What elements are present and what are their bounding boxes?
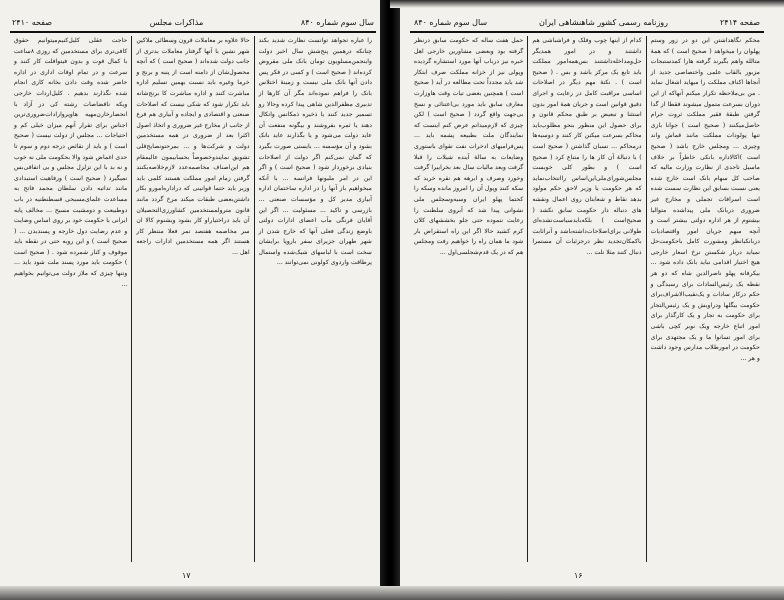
right-column-3 [410, 36, 528, 562]
right-issue-label: سال سوم شماره ۸۴۰ [414, 17, 488, 27]
left-column-2-text: حالا علاوه بر معاملات قرون وسطائی ملاکین شهر نشین با آنها گرفتار معاملات بدتری از جانب دولت شده‌اند ( صحیح است ) که آنچه محصول‌شان از دامنه است از پنبه و برنج و خرما وغیره باید نسبت بهمین تسلیم اداره مباشرت کنند و اداره مباشرت کا برنج‌شانه باید تکرار شود که شکی نیست که اصلاحات صنعتی و اقتصادی و ایجاده و آبیاری هم فرع از جانب از مخارج غیر ضروری و اتخاذ اصول اکثرا بعد از ضروری در همه مستخدمین دولت و شرکت‌ها و ... بمرحتونصایح‌قلی تشویق نمایند‌وخصوصاً‌ بحسابیمون عالیمقام هم این‌اصناف مخاصمه‌عدد لازم‌خلاصه‌بکنند گرفتن زمام امور مملکت هستند کلمی باید وزیر باید حتما قوانینی که دراداره‌امورو بکار داشتن‌بعضی طبقات میکند مرخ گردد مانند قانون مترولمستخدمین کشاورزی‌التحصیلان آن باید دراختیاراو کار بشود ویشنوم کالا ان سر مخاصمه هفتصد تمر فعلا منتظر کار هستند اگر همه مستخدمین ادارات راجعه اهل ... [136, 37, 250, 256]
book-gutter [380, 0, 400, 600]
right-page-title: روزنامه رسمی کشور شاهنشاهی ایران [539, 17, 669, 27]
right-column-2-text: کدام از اینها چوب وفلک و فراشباشی هم داشتند و در امور همدیگر حل‌ومداخله‌داشتنند بس‌همه‌امور مملکت باید تابع یک مرکز باشد و بس . ( صحیح است ) . نکتهٔ مهم دیگر در اصلاحات اساسی مراقبت کامل در رعایت و اجرای دقیق قوانین است و جریان همهٔ امور بدون استثنا و تبعیض بر طبق محکم قانون و برای حصول این منظور بنحو مطلوب‌باید محاکم بسرعت میکنن کار کنند و دوسیه‌ها درمحاکم ... نسبان گذاشتن ( صحیح است ) با دنبالهٔ آن کار ها را متناع کرد ( صحیح است ) و بطور کلی خوبست مجلس‌شورای‌ملی‌این‌اساس را‌انتخاب‌نماید که هر حکومت یا وزیر لاحق حکم مولود بدهد نقاط و شعابتان روی اعمال ونقشه های دنباله دار حکومت سابق نکشد ( صحیح‌است ) بلکه‌باید‌سیاست‌نشده‌ای طولانی برای‌اصلاحات‌داشته‌باشد و آنرا‌ثابت باکمکان‌تجدید نظر درجزئیات آن مستمرا دنبال کنند مثلا تلت ... [532, 37, 642, 256]
left-page-label: صفحه ۲۴۱۰ [12, 17, 53, 27]
right-page-header [414, 16, 760, 28]
right-page-label: صفحه ۲۴۱۴ [719, 17, 760, 27]
right-column-3-text: حمل هفت ساله که حکومت سابق درنظر گرفته بود وبعضی مشاورین خارجی اهل خبره نیز درباب آنها مورد استشاره گردیده وپولی نیز از خزانه مملکت صرف ابتکار شد باید مجدداً تحت مطالعه در آید ( صحیح است ) همچنین بعضی تیات وقت هاوزارت معارف سابق باید مورد بی‌اعتنائی و نسخ بی‌جهت واقع گردد ( صحیح است ) لکن چیزی که لازم‌میدانم عرض کنم اینست که نمایندگان ملت بطبیعه پشمه باید ... پس‌فرامیهای ادخرات نفت تقوای باستوری وضایعات به سالهٔ آینده شیلات را قبلا گرفت ویعد مالیات سال بعد بخرایبرا گرفت وخورد وصرف و ابرهه هم نقره خرید که سکه کنند وپول آن را امروز مانده وسکه را کحتما پهلو ایران وسیه‌وسجلس ملی نشوانی پیدا شد که آبروی سلطنت را رعایت ننموده حتی جلو بخششهای کلان کرم کشید حالا اگر این راه استقراض بار شود ما همان راه را خواهیم رفت ومجلس هم که در یک قدم‌شجلسی‌اول ... [414, 37, 524, 256]
right-page [396, 0, 784, 600]
left-page-header [12, 16, 374, 28]
left-column-1-text: را عباره تجواهد توانست نظارت شدید بکند چنانکه درهمین پنج‌شش سال اخیر دولت واینجمن‌مسلویون تومان بانک ملی مقروض کرده‌اند ( صحیح است ) و کسی در فکر پس دادن آنها بانک ملی نیست و زمینهٔ اختلاس بانک را فراهم نموده‌اند مگر آن کارها از تدبیری مظفرالدین شاهی پیدا کرده وحالا رو تسمیر جدید کنند یا ذخیره ذمکانس واتکال دهند یا ثمره بفروشند و بیگونه منفعت آن عاید دولت می‌شود و یا بگذارند عاید بانک بشود و آن مؤسسه ... بایستی صورت بگیرد که گمان نمی‌کنم اگر دولت از اصلاحات بنیادی برخوردار شود ( صحیح است ) و اگر این در امر ملیونها فرانسه ... با آنکه میخواهیم باز آنها را در اداره ساختمان اداره آبیاری مدیر کل و مؤسسات صنعتی ... بازرسی و تاکید ... مسئولیت ... اگر این آقایان فرنگی مآب اعضای ادارات دولتی باوضع زندگی فعلی آنها که خارج شدن از شهر طهران جزیرای سفر باروپا برایشان سخت است با لباسهای شیک‌شده واستمال پرطاقت واردوی کولونی نمی‌توانند ... [258, 37, 372, 267]
left-page [0, 0, 384, 600]
left-column-3 [10, 36, 132, 562]
right-header-rule [410, 31, 764, 33]
right-column-1-text: محکم نگاهداشتن این دو در زور وستم پهلوان را میخواهد ( صحیح است ) که همهٔ متالله واهم بگیرند گرفته هارا کمدستبجات مزبور بالقاب علمی واختصاصی جدید از آنجاها اکناف مملکت را میهاید اشغال نماید . من بی‌ملاحظه تکرار میکنم آنهاکه از این دوران بسرعت متمول میشوند فقطا از گدا گرفتن طبقهٔ فقیر مملکت ثروت حرام حاصل‌میکنند ( صحیح است ) جوانا بازی تنها پولودات مملکت مانند قماش واند وچیزی ... ومجلس خارج باشد ( صحیح است )اکالاداره بانکی خاطراً بر خلاف ماسیل تاحدی از نظارت وزارت مالیه که صاحب کل سهام بانک است خارج شده یعنی نسبت بسابق این نظارت سست شده است اسرافات تجملی و مخارج غیر ضروری دربانک ملی پیداشده متوالیا بیشتوم از هر اداره دولتی بیشتر است و آنچه مبهم جریان امور واقتصادیات دربانکبانظر ومشورت کامل باحکومت‌حل نمیاید دربار شکستن نرخ اسعار خارجی هیچ اختیار اقدامی نباید بانک داده شود ... بیکرفانه پهلو ناصرالدین شاه که دو هر نقطه یک رئیس‌السادات برای رسیدگی و حکم درکار سادات و یک‌نقیب‌الاشراف‌برای حکومت بیگلها ودراویش و یک رئیس‌التجار برای حکومت به تجار و یک کارگذار برای امور اتباع خارجه ویک نوبر کچی باشی برای امور تسانوا ما و یک مجتهدی برای حکومت در امورطلاب مدارس وجود داشت و هر ... [650, 37, 760, 362]
right-column-2 [528, 36, 646, 562]
right-page-number: ۱۶ [574, 571, 583, 580]
right-columns [410, 36, 764, 562]
page-top-shadow [390, 0, 784, 8]
left-page-title: مذاکرات مجلس [149, 17, 204, 27]
left-column-1 [255, 36, 376, 562]
left-header-rule [10, 31, 376, 33]
left-column-3-text: حاجت عقلی کلیل‌کنیم‌میتوانیم حقوق کافی‌تری برای مستخدمین که روزی ۸ساعت با کمال قوت و بدون فیتوافلت کار کنند و سرعت و در تمام اوقات اداری در اداره حاضر شده وقت دادن بخانه کاری انجام شده نگذارند بدهیم . کلیل‌اردات خارجی ویکه ناقضاصات‌ رشته‌ کی در آزاد با انحصارخارن‌مهیه هاوپروارادات‌ضروری‌ترین اجناس برای تقرار آنهم میزان خیلی کم و احتیاجات ... مجلس از دولت نیست ( صحیح است ) و باید از نقائص درجه دوم و سوم تا حدی اغماض شود والا بحکومت ملی نه خوب و نه بد با این تزلزل مجلس و بی اتفاقی‌بس نمیگیرد ( صحیح است ) ورفاهیت استبدادی مانند تداتبه دادن سلطان محمد فاتح به مساعدت علمای‌مسیحی قسطنطنیه در باب دوطبیعت و دومشیت مسیح ... مخالف پایه ایرانی با حکومت خود بر روی اساس وضایت و عدم رضایت دول خارجه و پسندیدن ... ( صحیح است ) و این روبه حتی در نقطه باید موقوف و کنار شمرده شود . ( صحیح است ) حکومت باید مورد پسند ملت شود باید ... وتنها چیزی که ملاز دولت می‌توانیم بخواهیم ... [14, 37, 128, 288]
left-column-2 [132, 36, 254, 562]
left-page-number: ۱۷ [182, 571, 191, 580]
right-column-1 [647, 36, 764, 562]
left-issue-label: سال سوم شماره ۸۴۰ [300, 17, 374, 27]
left-columns [10, 36, 376, 562]
page-bottom-edge [0, 586, 784, 600]
